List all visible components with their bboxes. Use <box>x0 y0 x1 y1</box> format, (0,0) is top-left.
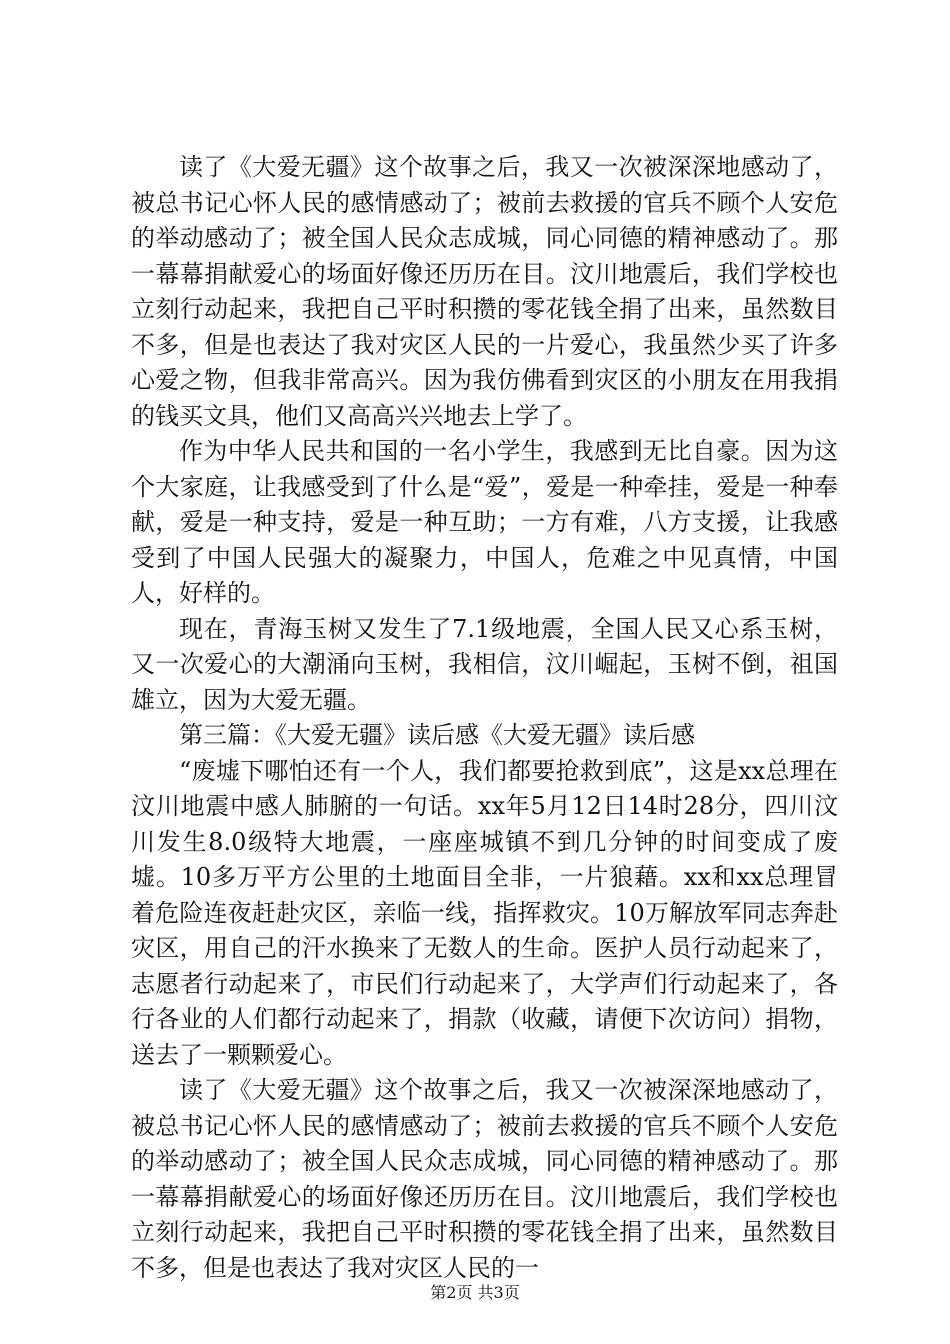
paragraph-1: 读了《大爱无疆》这个故事之后，我又一次被深深地感动了，被总书记心怀人民的感情感动了；被前去救援的官兵不顾个人安危的举动感动了；被全国人民众志成城，同心同德的精神感动了。那一幕幕捐献爱心的场面好像还历历在目。汶川地震后，我们学校也立刻行动起来，我把自己平时积攒的零花钱全捐了出来，虽然数目不多，但是也表达了我对灾区人民的一片爱心，我虽然少买了许多心爱之物，但我非常高兴。因为我仿佛看到灾区的小朋友在用我捐的钱买文具，他们又高高兴兴地去上学了。 <box>131 153 838 430</box>
paragraph-4: “废墟下哪怕还有一个人，我们都要抢救到底”，这是xx总理在汶川地震中感人肺腑的一句话。xx年5月12日14时28分，四川汶川发生8.0级特大地震，一座座城镇不到几分钟的时间变成了废墟。10多万平方公里的土地面目全非，一片狼藉。xx和xx总理冒着危险连夜赶赴灾区，亲临一线，指挥救灾。10万解放军同志奔赴灾区，用自己的汗水换来了无数人的生命。医护人员行动起来了，志愿者行动起来了，市民们行动起来了，大学声们行动起来了，各行各业的人们都行动起来了，捐款（收藏，请便下次访问）捐物，送去了一颗颗爱心。 <box>131 756 838 1069</box>
paragraph-5: 读了《大爱无疆》这个故事之后，我又一次被深深地感动了，被总书记心怀人民的感情感动了；被前去救援的官兵不顾个人安危的举动感动了；被全国人民众志成城，同心同德的精神感动了。那一幕幕捐献爱心的场面好像还历历在目。汶川地震后，我们学校也立刻行动起来，我把自己平时积攒的零花钱全捐了出来，虽然数目不多，但是也表达了我对灾区人民的一 <box>131 1076 838 1282</box>
section-heading: 第三篇：《大爱无疆》读后感《大爱无疆》读后感 <box>179 721 695 749</box>
document-body <box>131 150 838 1286</box>
paragraph-2: 作为中华人民共和国的一名小学生，我感到无比自豪。因为这个大家庭，让我感受到了什么是“爱”，爱是一种牵挂，爱是一种奉献，爱是一种支持，爱是一种互助；一方有难，八方支援，让我感受到了中国人民强大的凝聚力，中国人，危难之中见真情，中国人，好样的。 <box>131 437 838 607</box>
page-number-footer: 第2页 共3页 <box>430 1283 520 1302</box>
paragraph-3: 现在，青海玉树又发生了7.1级地震，全国人民又心系玉树，又一次爱心的大潮涌向玉树，我相信，汶川崛起，玉树不倒，祖国雄立，因为大爱无疆。 <box>131 614 838 714</box>
